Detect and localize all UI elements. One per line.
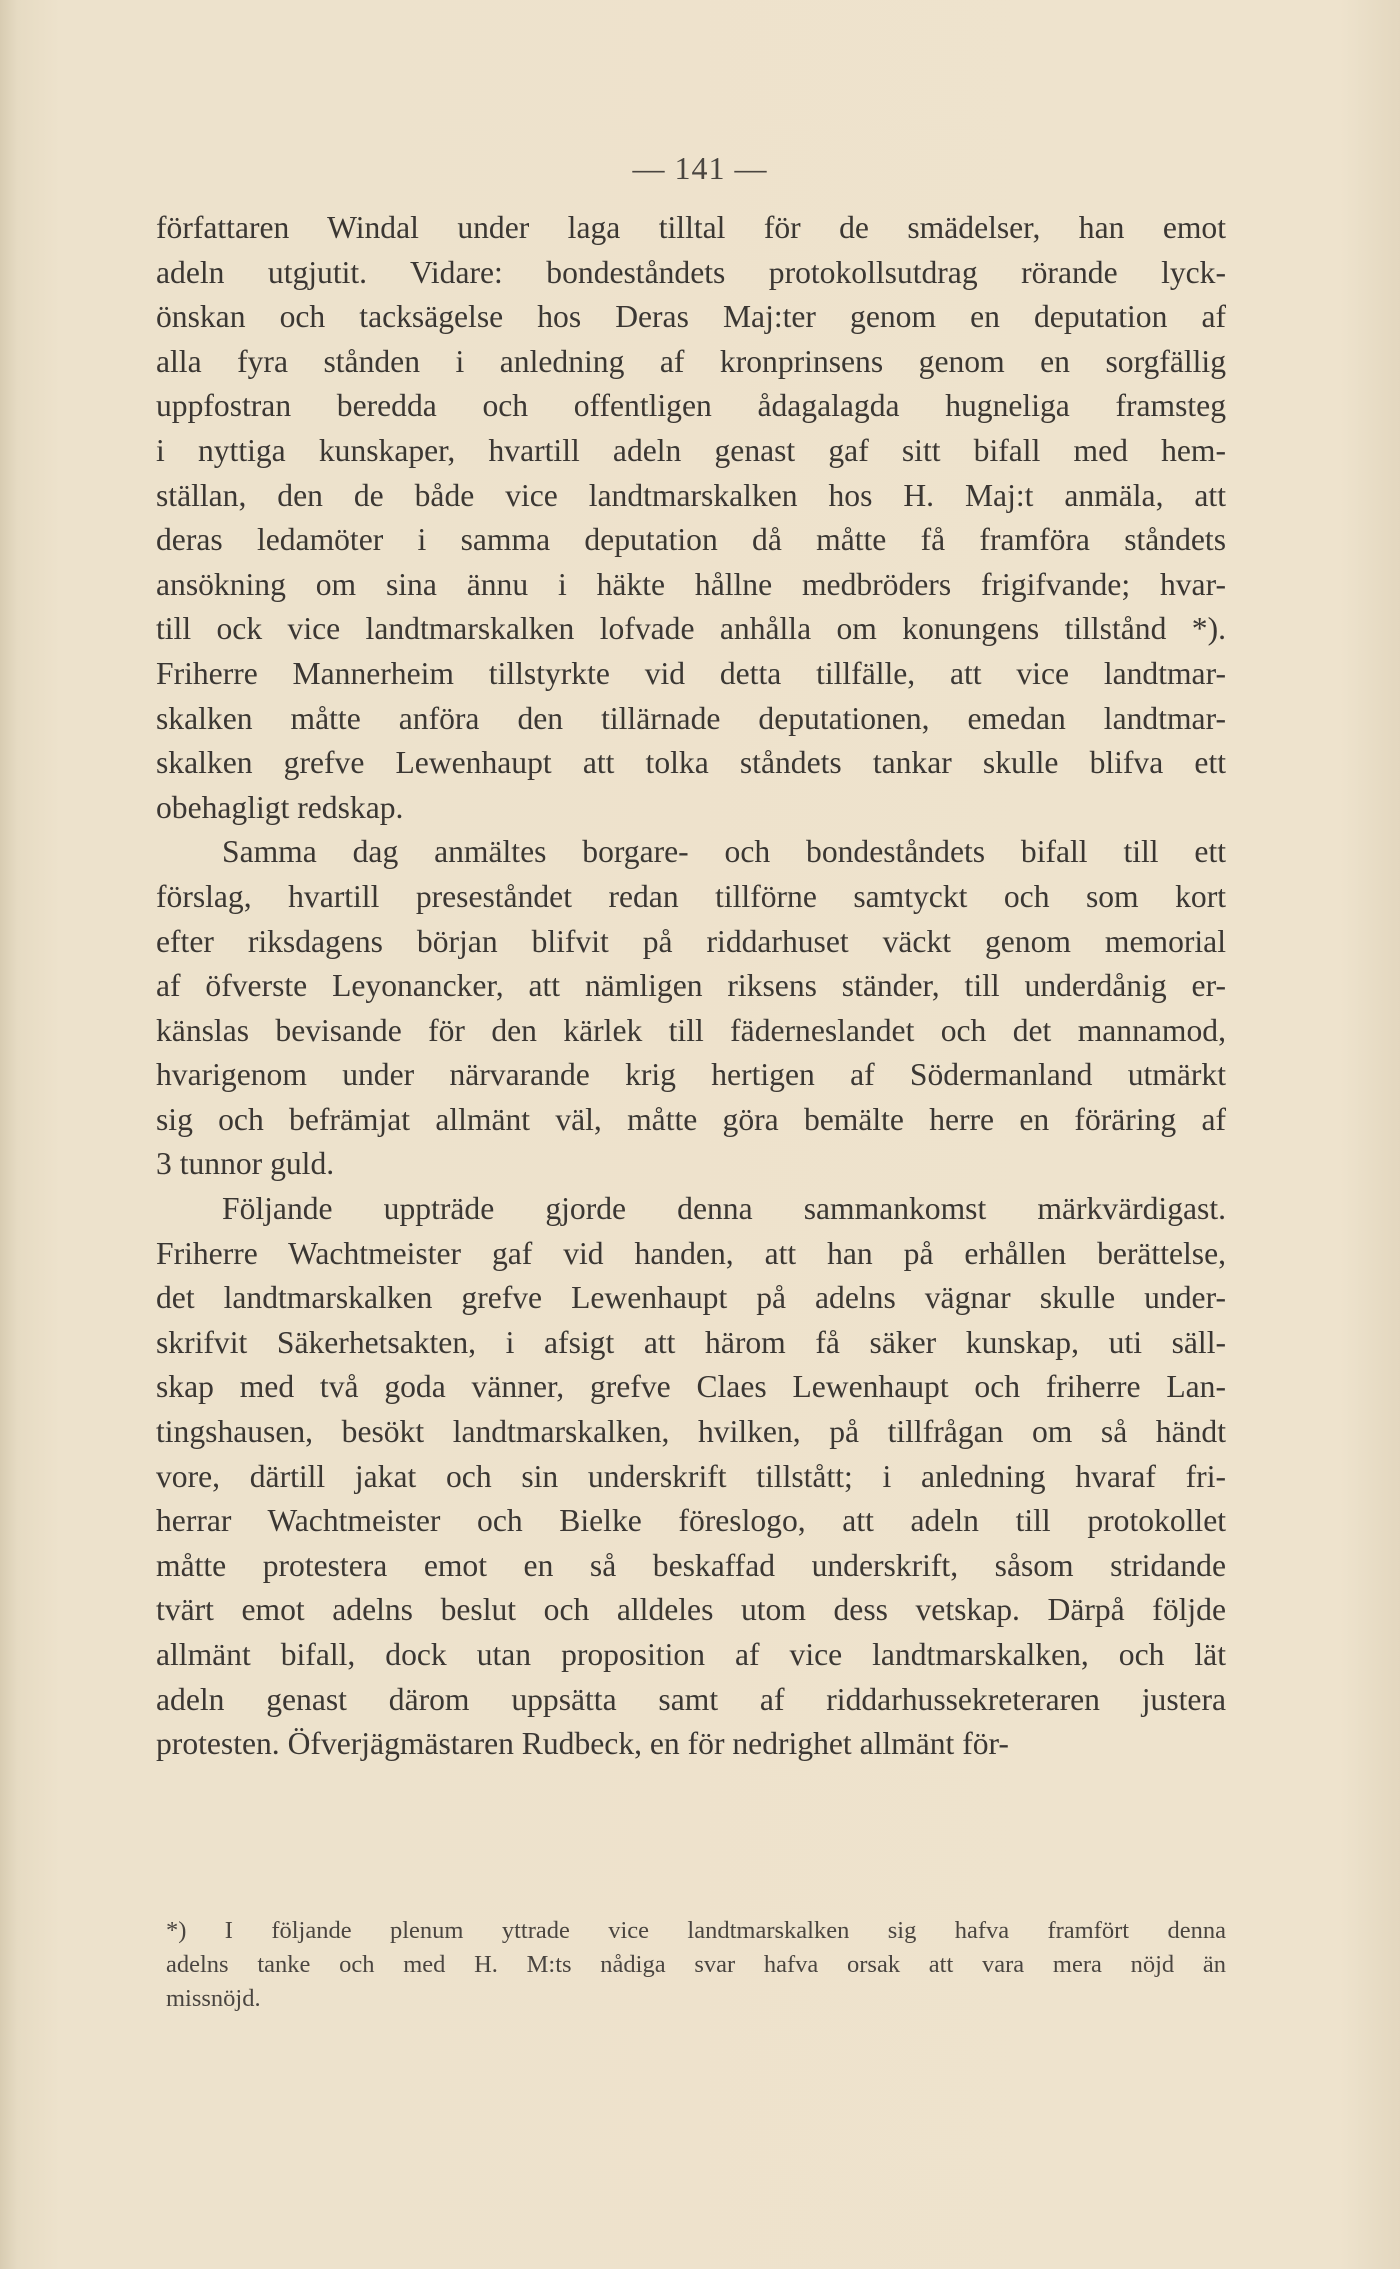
text-line: sig och befrämjat allmänt väl, måtte göra bemälte herre en föräring af [156,1101,1226,1137]
text-line: Friherre Mannerheim tillstyrkte vid detta tillfälle, att vice landtmar- [156,655,1226,691]
text-line: ställan, den de både vice landtmarskalken hos H. Maj:t anmäla, att [156,477,1226,513]
text-line: vore, därtill jakat och sin underskrift tillstått; i anledning hvaraf fri- [156,1458,1226,1494]
text-line: Följande uppträde gjorde denna sammankomst märkvärdigast. [222,1191,1226,1227]
text-line: ansökning om sina ännu i häkte hållne medbröders frigifvande; hvar- [156,566,1226,602]
text-line: måtte protestera emot en så beskaffad underskrift, såsom stridande [156,1547,1226,1583]
text-line: alla fyra stånden i anledning af kronprinsens genom en sorgfällig [156,343,1226,379]
text-line: i nyttiga kunskaper, hvartill adeln genast gaf sitt bifall med hem- [156,432,1226,468]
text-line: känslas bevisande för den kärlek till fäderneslandet och det mannamod, [156,1012,1226,1048]
text-line: till ock vice landtmarskalken lofvade anhålla om konungens tillstånd *). [156,611,1226,647]
text-line: af öfverste Leyonancker, att nämligen riksens ständer, till underdånig er- [156,968,1226,1004]
text-line: 3 tunnor guld. [156,1146,335,1182]
text-line: önskan och tacksägelse hos Deras Maj:ter genom en deputation af [156,299,1226,335]
text-line: skrifvit Säkerhetsakten, i afsigt att härom få säker kunskap, uti säll- [156,1324,1226,1360]
text-line: Samma dag anmältes borgare- och bondeståndets bifall till ett [222,834,1226,870]
text-line: allmänt bifall, dock utan proposition af vice landtmarskalken, och lät [156,1637,1226,1672]
footnote [166,1914,1226,2016]
text-line: adeln genast därom uppsätta samt af riddarhussekreteraren justera [156,1681,1226,1717]
page-number: — 141 — [632,150,768,186]
text-line: hvarigenom under närvarande krig hertigen af Södermanland utmärkt [156,1057,1226,1093]
text-line: förslag, hvartill preseståndet redan tillförne samtyckt och som kort [156,878,1226,914]
text-line: skap med två goda vänner, grefve Claes Lewenhaupt och friherre Lan- [156,1369,1226,1405]
text-line: herrar Wachtmeister och Bielke föreslogo, att adeln till protokollet [156,1503,1226,1539]
text-line: obehagligt redskap. [156,789,404,825]
body-text [156,206,1226,1767]
text-line: uppfostran beredda och offentligen ådagalagda hugneliga framsteg [156,388,1226,424]
text-line: Friherre Wachtmeister gaf vid handen, att han på erhållen berättelse, [156,1235,1226,1271]
text-line: efter riksdagens början blifvit på riddarhuset väckt genom memorial [156,923,1226,959]
text-line: protesten. Öfverjägmästaren Rudbeck, en för nedrighet allmänt för- [156,1726,1009,1762]
footnote-line: adelns tanke och med H. M:ts nådiga svar hafva orsak att vara mera nöjd än [166,1951,1226,1978]
text-line: skalken grefve Lewenhaupt att tolka ståndets tankar skulle blifva ett [156,745,1226,781]
footnote-line: missnöjd. [166,1985,261,2012]
footnote-line: *) I följande plenum yttrade vice landtmarskalken sig hafva framfört denna [166,1917,1226,1944]
text-line: tvärt emot adelns beslut och alldeles utom dess vetskap. Därpå följde [156,1592,1226,1628]
text-line: skalken måtte anföra den tillärnade deputationen, emedan landtmar- [156,700,1226,736]
text-line: adeln utgjutit. Vidare: bondeståndets protokollsutdrag rörande lyck- [156,254,1226,290]
text-line: det landtmarskalken grefve Lewenhaupt på adelns vägnar skulle under- [156,1280,1226,1316]
text-line: deras ledamöter i samma deputation då måtte få framföra ståndets [156,522,1226,558]
text-line: tingshausen, besökt landtmarskalken, hvilken, på tillfrågan om så händt [156,1414,1226,1450]
text-line: författaren Windal under laga tilltal för de smädelser, han emot [156,210,1226,245]
